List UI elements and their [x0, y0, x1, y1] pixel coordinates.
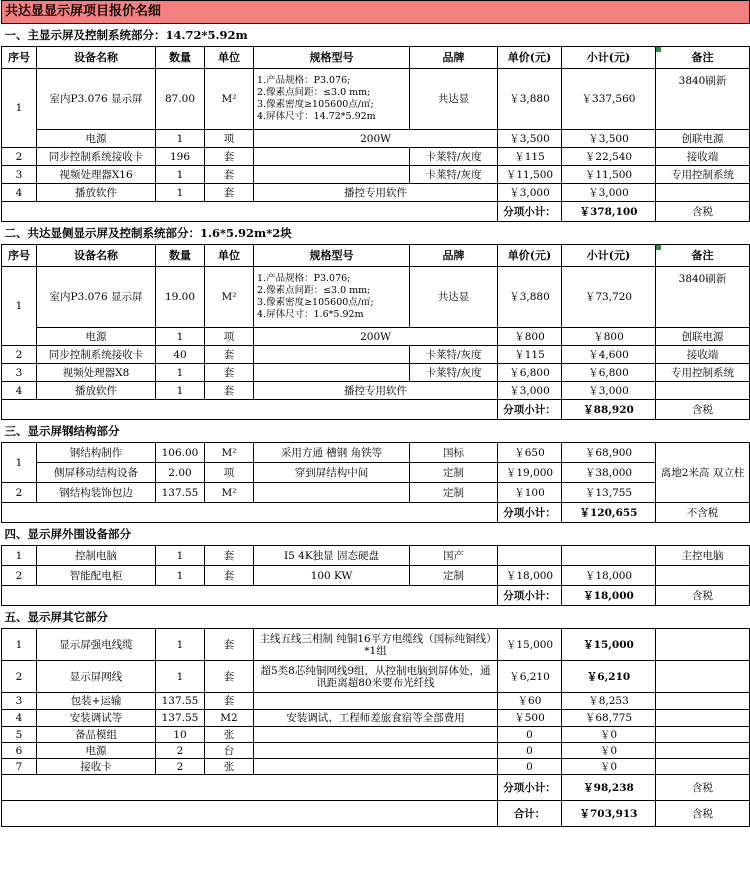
spec-line: 4.屏体尺寸：14.72*5.92m: [257, 111, 376, 122]
cell-no: 5: [2, 727, 37, 743]
cell-unit: 套: [205, 364, 254, 382]
cell-name: 包装+运输: [37, 693, 156, 710]
spec-line: 1.产品规格：P3.076;: [257, 75, 351, 86]
cell-subtotal: ￥3,000: [562, 184, 656, 202]
cell-unit: 项: [205, 463, 254, 483]
cell-subtotal: ￥6,800: [562, 364, 656, 382]
table-row: [2, 148, 750, 166]
cell-price: ￥6,800: [498, 364, 562, 382]
col-header-spec: 规格型号: [254, 47, 410, 69]
spec-line: 2.像素点间距：≤3.0 mm;: [257, 285, 371, 296]
table-row: [2, 566, 750, 586]
table-row: [2, 69, 750, 130]
spec-line: 4.屏体尺寸：1.6*5.92m: [257, 309, 364, 320]
cell-price: ￥800: [498, 328, 562, 346]
cell-note: [656, 727, 750, 743]
cell-no: 1: [2, 267, 37, 346]
cell-spec: I5 4K独显 固态硬盘: [254, 546, 410, 566]
quote-table: [1, 0, 750, 827]
cell-qty: 137.55: [156, 483, 205, 503]
cell-spec: [254, 166, 410, 184]
cell-spec: [254, 346, 410, 364]
cell-unit: 套: [205, 166, 254, 184]
cell-spec: [254, 693, 498, 710]
table-row: [2, 727, 750, 743]
table-row: [2, 661, 750, 693]
cell-subtotal: [562, 546, 656, 566]
cell-price: ￥500: [498, 710, 562, 727]
col-header-price: 单价(元): [498, 47, 562, 69]
cell-price: ￥11,500: [498, 166, 562, 184]
subtotal-row: [2, 503, 750, 523]
tax-note: 含税: [656, 400, 750, 420]
cell-name: 视频处理器X8: [37, 364, 156, 382]
table-row: [2, 328, 750, 346]
cell-name: 侧屏移动结构设备: [37, 463, 156, 483]
cell-note: [656, 382, 750, 400]
cell-qty: 1: [156, 566, 205, 586]
cell-subtotal: ￥8,253: [562, 693, 656, 710]
section-heading: 二、共达显侧显示屏及控制系统部分：1.6*5.92m*2块: [2, 222, 750, 245]
cell-price: ￥6,210: [498, 661, 562, 693]
cell-no: 2: [2, 661, 37, 693]
cell-note: 专用控制系统: [656, 166, 750, 184]
cell-no: 2: [2, 148, 37, 166]
cell-spec: 100 KW: [254, 566, 410, 586]
table-row: [2, 710, 750, 727]
cell-subtotal: ￥13,755: [562, 483, 656, 503]
table-row: [2, 463, 750, 483]
cell-price: 0: [498, 727, 562, 743]
cell-name: 同步控制系统接收卡: [37, 148, 156, 166]
cell-qty: 137.55: [156, 710, 205, 727]
cell-subtotal: ￥0: [562, 759, 656, 775]
cell-subtotal: ￥800: [562, 328, 656, 346]
section-heading: 一、主显示屏及控制系统部分：14.72*5.92m: [2, 24, 750, 47]
grand-total-label: 合计：: [498, 801, 562, 827]
cell-name: 智能配电柜: [37, 566, 156, 586]
cell-unit: 项: [205, 130, 254, 148]
cell-spec: [254, 727, 498, 743]
grand-total-value: ￥703,913: [562, 801, 656, 827]
cell-unit: M²: [205, 69, 254, 130]
cell-price: ￥18,000: [498, 566, 562, 586]
cell-spec: [254, 759, 498, 775]
cell-qty: 1: [156, 166, 205, 184]
table-row: [2, 346, 750, 364]
cell-unit: 套: [205, 382, 254, 400]
quote-title: 共达显显示屏项目报价名细: [2, 1, 750, 24]
table-row: [2, 443, 750, 463]
cell-unit: M²: [205, 267, 254, 328]
cell-unit: 项: [205, 328, 254, 346]
cell-spec: [254, 267, 410, 328]
cell-qty: 2: [156, 759, 205, 775]
tax-note: 含税: [656, 202, 750, 222]
cell-qty: 106.00: [156, 443, 205, 463]
cell-subtotal: ￥18,000: [562, 566, 656, 586]
cell-no: 2: [2, 566, 37, 586]
table-row: [2, 629, 750, 661]
cell-subtotal: ￥15,000: [562, 629, 656, 661]
cell-no: 4: [2, 184, 37, 202]
cell-price: [498, 546, 562, 566]
table-row: [2, 483, 750, 503]
col-header-unit: 单位: [205, 245, 254, 267]
cell-spec: 采用方通 槽钢 角铁等: [254, 443, 410, 463]
cell-name: 视频处理器X16: [37, 166, 156, 184]
tax-note: 含税: [656, 586, 750, 606]
cell-subtotal: ￥68,900: [562, 443, 656, 463]
cell-unit: M²: [205, 483, 254, 503]
section-heading: 三、显示屏钢结构部分: [2, 420, 750, 443]
cell-qty: 1: [156, 184, 205, 202]
cell-price: ￥100: [498, 483, 562, 503]
cell-unit: 套: [205, 693, 254, 710]
cell-brand: 卡莱特/灰度: [410, 166, 498, 184]
cell-subtotal: ￥11,500: [562, 166, 656, 184]
cell-unit: 套: [205, 629, 254, 661]
cell-name: 同步控制系统接收卡: [37, 346, 156, 364]
table-row: [2, 364, 750, 382]
cell-no: 4: [2, 382, 37, 400]
cell-subtotal: ￥73,720: [562, 267, 656, 328]
table-row: [2, 267, 750, 328]
cell-price: ￥19,000: [498, 463, 562, 483]
cell-subtotal: ￥3,000: [562, 382, 656, 400]
table-row: [2, 184, 750, 202]
cell-unit: 套: [205, 566, 254, 586]
table-row: [2, 743, 750, 759]
cell-unit: 套: [205, 661, 254, 693]
cell-note: [656, 759, 750, 775]
spec-line: 3.像素密度≥105600点/㎡;: [257, 297, 374, 308]
cell-spec: [254, 483, 410, 503]
cell-name: 安装调试等: [37, 710, 156, 727]
table-row: [2, 693, 750, 710]
cell-qty: 40: [156, 346, 205, 364]
cell-subtotal: ￥0: [562, 727, 656, 743]
cell-unit: M²: [205, 443, 254, 463]
subtotal-label: 分项小计：: [498, 586, 562, 606]
cell-spec: 200W: [254, 328, 498, 346]
cell-brand: 定制: [410, 566, 498, 586]
subtotal-value: ￥98,238: [562, 775, 656, 801]
cell-note: 创联电源: [656, 130, 750, 148]
table-row: [2, 166, 750, 184]
cell-name: 控制电脑: [37, 546, 156, 566]
cell-price: ￥650: [498, 443, 562, 463]
col-header-qty: 数量: [156, 47, 205, 69]
tax-note: 含税: [656, 775, 750, 801]
cell-brand: 卡莱特/灰度: [410, 364, 498, 382]
cell-unit: 台: [205, 743, 254, 759]
cell-note: 接收端: [656, 148, 750, 166]
cell-spec: [254, 69, 410, 130]
cell-spec: 200W: [254, 130, 498, 148]
subtotal-value: ￥18,000: [562, 586, 656, 606]
cell-no: 3: [2, 693, 37, 710]
col-header-no: 序号: [2, 47, 37, 69]
section-heading: 四、显示屏外围设备部分: [2, 523, 750, 546]
cell-unit: 套: [205, 148, 254, 166]
table-row: [2, 382, 750, 400]
cell-no: 4: [2, 710, 37, 727]
cell-note: 离地2米高 双立柱: [656, 443, 750, 503]
cell-subtotal: ￥3,500: [562, 130, 656, 148]
cell-note: [656, 566, 750, 586]
subtotal-row: [2, 400, 750, 420]
cell-unit: 套: [205, 546, 254, 566]
cell-qty: 87.00: [156, 69, 205, 130]
cell-note: [656, 710, 750, 727]
cell-no: 3: [2, 166, 37, 184]
col-header-price: 单价(元): [498, 245, 562, 267]
subtotal-row: [2, 586, 750, 606]
cell-no: 1: [2, 69, 37, 148]
cell-name: 钢结构制作: [37, 443, 156, 463]
cell-price: ￥3,880: [498, 69, 562, 130]
subtotal-row: [2, 775, 750, 801]
cell-name: 显示屏强电线缆: [37, 629, 156, 661]
cell-brand: 国标: [410, 443, 498, 463]
cell-note: 3840刷新: [656, 267, 750, 328]
cell-note: [656, 629, 750, 661]
cell-no: 2: [2, 483, 37, 503]
cell-note: [656, 661, 750, 693]
cell-no: 3: [2, 364, 37, 382]
grand-total-row: [2, 801, 750, 827]
col-header-name: 设备名称: [37, 245, 156, 267]
cell-spec: 安装调试、工程师差旅食宿等全部费用: [254, 710, 498, 727]
cell-subtotal: ￥22,540: [562, 148, 656, 166]
cell-name: 室内P3.076 显示屏: [37, 267, 156, 328]
cell-price: ￥15,000: [498, 629, 562, 661]
cell-unit: M2: [205, 710, 254, 727]
cell-brand: 国产: [410, 546, 498, 566]
tax-note: 不含税: [656, 503, 750, 523]
cell-subtotal: ￥38,000: [562, 463, 656, 483]
cell-name: 电源: [37, 130, 156, 148]
cell-note: 主控电脑: [656, 546, 750, 566]
table-header: [2, 245, 750, 267]
cell-subtotal: ￥4,600: [562, 346, 656, 364]
cell-note: [656, 693, 750, 710]
cell-note: 3840刷新: [656, 69, 750, 130]
cell-unit: 张: [205, 759, 254, 775]
cell-qty: 1: [156, 382, 205, 400]
col-header-no: 序号: [2, 245, 37, 267]
col-header-unit: 单位: [205, 47, 254, 69]
cell-brand: 共达显: [410, 267, 498, 328]
cell-brand: 定制: [410, 463, 498, 483]
subtotal-label: 分项小计：: [498, 202, 562, 222]
cell-unit: 套: [205, 346, 254, 364]
table-row: [2, 130, 750, 148]
col-header-brand: 品牌: [410, 47, 498, 69]
cell-price: ￥3,000: [498, 184, 562, 202]
cell-unit: 张: [205, 727, 254, 743]
cell-brand: 定制: [410, 483, 498, 503]
col-header-qty: 数量: [156, 245, 205, 267]
cell-no: 1: [2, 443, 37, 483]
col-header-name: 设备名称: [37, 47, 156, 69]
subtotal-row: [2, 202, 750, 222]
cell-price: 0: [498, 759, 562, 775]
cell-qty: 2.00: [156, 463, 205, 483]
cell-spec: 超5类8芯纯铜网线9组，从控制电脑到屏体处，通讯距离超80米要布光纤线: [254, 661, 498, 693]
cell-name: 钢结构装饰包边: [37, 483, 156, 503]
subtotal-value: ￥378,100: [562, 202, 656, 222]
cell-no: 7: [2, 759, 37, 775]
cell-price: ￥60: [498, 693, 562, 710]
cell-note: 专用控制系统: [656, 364, 750, 382]
cell-price: ￥115: [498, 148, 562, 166]
spec-line: 2.像素点间距：≤3.0 mm;: [257, 87, 371, 98]
subtotal-label: 分项小计：: [498, 400, 562, 420]
cell-name: 室内P3.076 显示屏: [37, 69, 156, 130]
cell-qty: 1: [156, 661, 205, 693]
subtotal-value: ￥120,655: [562, 503, 656, 523]
cell-name: 备品模组: [37, 727, 156, 743]
cell-price: ￥115: [498, 346, 562, 364]
cell-qty: 1: [156, 629, 205, 661]
col-header-brand: 品牌: [410, 245, 498, 267]
cell-brand: 卡莱特/灰度: [410, 148, 498, 166]
cell-qty: 1: [156, 130, 205, 148]
cell-spec: [254, 148, 410, 166]
cell-subtotal: ￥68,775: [562, 710, 656, 727]
cell-qty: 2: [156, 743, 205, 759]
col-header-note: 备注: [656, 245, 750, 267]
cell-qty: 137.55: [156, 693, 205, 710]
cell-no: 6: [2, 743, 37, 759]
cell-note: [656, 184, 750, 202]
subtotal-label: 分项小计：: [498, 503, 562, 523]
cell-spec: [254, 364, 410, 382]
cell-price: ￥3,500: [498, 130, 562, 148]
cell-brand: 卡莱特/灰度: [410, 346, 498, 364]
cell-note: 创联电源: [656, 328, 750, 346]
cell-note: 接收端: [656, 346, 750, 364]
cell-spec: 播控专用软件: [254, 382, 498, 400]
col-header-subtotal: 小计(元): [562, 245, 656, 267]
cell-name: 电源: [37, 328, 156, 346]
cell-no: 2: [2, 346, 37, 364]
cell-spec: 穿到屏结构中间: [254, 463, 410, 483]
section-heading: 五、显示屏其它部分: [2, 606, 750, 629]
table-row: [2, 759, 750, 775]
cell-name: 接收卡: [37, 759, 156, 775]
cell-qty: 196: [156, 148, 205, 166]
cell-qty: 19.00: [156, 267, 205, 328]
table-row: [2, 546, 750, 566]
cell-name: 电源: [37, 743, 156, 759]
cell-price: 0: [498, 743, 562, 759]
cell-unit: 套: [205, 184, 254, 202]
cell-spec: 主线五线三相制 纯铜16平方电缆线（国标纯铜线）*1组: [254, 629, 498, 661]
cell-qty: 1: [156, 546, 205, 566]
cell-qty: 10: [156, 727, 205, 743]
cell-name: 显示屏网线: [37, 661, 156, 693]
cell-qty: 1: [156, 328, 205, 346]
cell-subtotal: ￥337,560: [562, 69, 656, 130]
subtotal-value: ￥88,920: [562, 400, 656, 420]
cell-name: 播放软件: [37, 184, 156, 202]
col-header-note: 备注: [656, 47, 750, 69]
cell-spec: 播控专用软件: [254, 184, 498, 202]
subtotal-label: 分项小计：: [498, 775, 562, 801]
spec-line: 3.像素密度≥105600点/㎡;: [257, 99, 374, 110]
grand-tax-note: 含税: [656, 801, 750, 827]
cell-subtotal: ￥0: [562, 743, 656, 759]
cell-price: ￥3,880: [498, 267, 562, 328]
spec-line: 1.产品规格：P3.076;: [257, 273, 351, 284]
cell-no: 1: [2, 629, 37, 661]
table-header: [2, 47, 750, 69]
col-header-spec: 规格型号: [254, 245, 410, 267]
col-header-subtotal: 小计(元): [562, 47, 656, 69]
cell-note: [656, 743, 750, 759]
cell-qty: 1: [156, 364, 205, 382]
cell-no: 1: [2, 546, 37, 566]
cell-subtotal: ￥6,210: [562, 661, 656, 693]
cell-name: 播放软件: [37, 382, 156, 400]
cell-spec: [254, 743, 498, 759]
cell-brand: 共达显: [410, 69, 498, 130]
cell-price: ￥3,000: [498, 382, 562, 400]
